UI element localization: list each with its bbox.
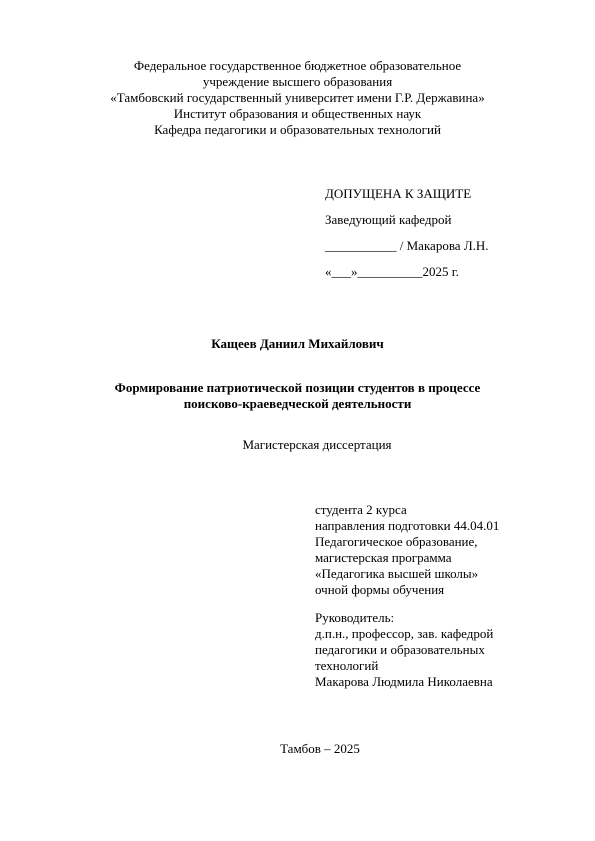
thesis-type: Магистерская диссертация <box>242 437 392 452</box>
student-line: магистерская программа <box>315 550 452 565</box>
header-line: Федеральное государственное бюджетное образовательное <box>133 58 462 73</box>
approval-signature: ___________ / Макарова Л.Н. <box>325 238 489 253</box>
supervisor-line: технологий <box>315 658 379 673</box>
student-line: студента 2 курса <box>315 502 407 517</box>
supervisor-line: педагогики и образовательных <box>315 642 485 657</box>
approval-title: ДОПУЩЕНА К ЗАЩИТЕ <box>325 186 472 201</box>
thesis-title-line: поисково-краеведческой деятельности <box>183 396 412 411</box>
header-line: «Тамбовский государственный университет имени Г.Р. Державина» <box>110 90 485 105</box>
approval-block <box>325 186 575 290</box>
student-line: «Педагогика высшей школы» <box>315 566 479 581</box>
supervisor-line: Макарова Людмила Николаевна <box>315 674 493 689</box>
student-line: очной формы обучения <box>315 582 445 597</box>
approval-date: «___»__________2025 г. <box>325 264 459 279</box>
approval-position: Заведующий кафедрой <box>325 212 452 227</box>
supervisor-line: д.п.н., профессор, зав. кафедрой <box>315 626 494 641</box>
city-year: Тамбов – 2025 <box>280 741 360 756</box>
thesis-title <box>0 380 595 412</box>
student-line: направления подготовки 44.04.01 <box>315 518 500 533</box>
header-line: учреждение высшего образования <box>202 74 393 89</box>
author-name: Кащеев Даниил Михайлович <box>211 336 384 351</box>
student-info <box>315 502 575 598</box>
header-line: Институт образования и общественных наук <box>173 106 422 121</box>
header-line: Кафедра педагогики и образовательных технологий <box>154 122 441 137</box>
student-line: Педагогическое образование, <box>315 534 478 549</box>
thesis-title-line: Формирование патриотической позиции студентов в процессе <box>114 380 481 395</box>
supervisor-info <box>315 610 575 690</box>
supervisor-line: Руководитель: <box>315 610 395 625</box>
institution-header <box>0 58 595 138</box>
